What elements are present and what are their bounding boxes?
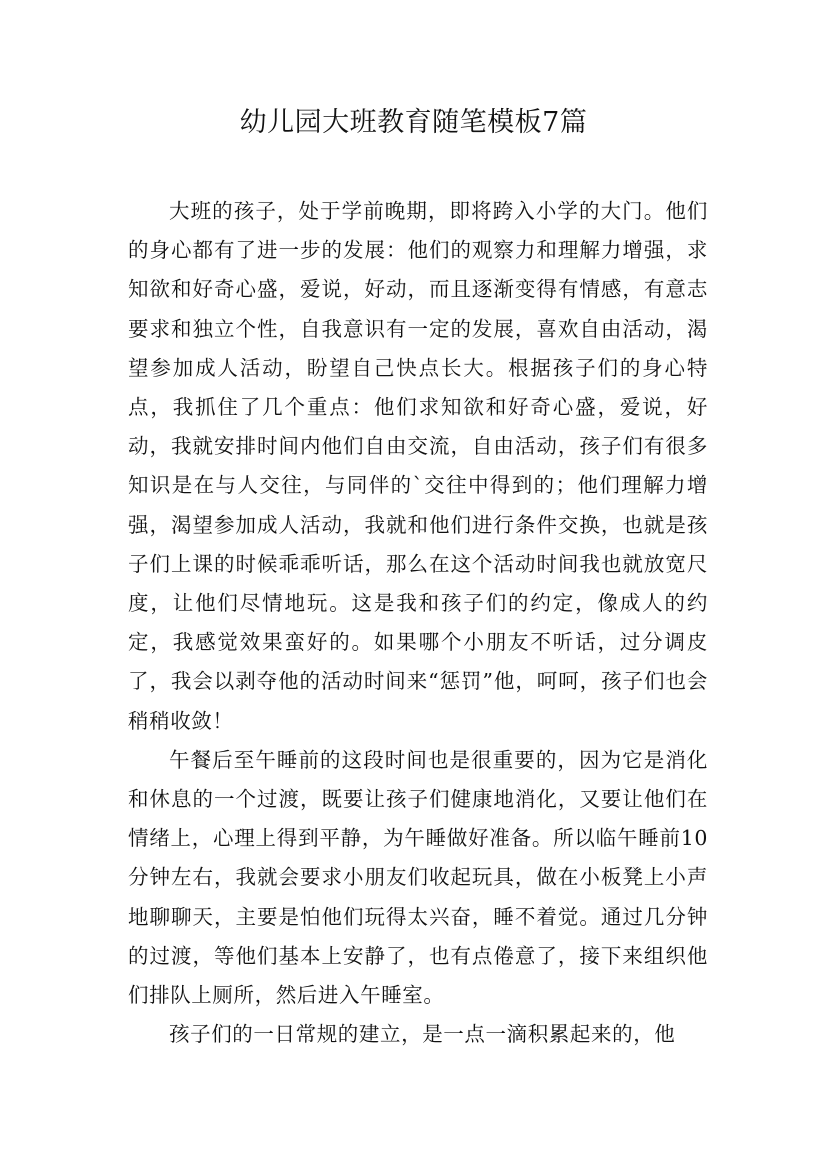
paragraph-1: 大班的孩子，处于学前晚期，即将跨入小学的大门。他们的身心都有了进一步的发展：他们的观察力和理解力增强，求知欲和好奇心盛，爱说，好动，而且逐渐变得有情感，有意志要求和独立个性，自我意识有一定的发展，喜欢自由活动，渴望参加成人活动，盼望自己快点长大。根据孩子们的身心特点，我抓住了几个重点：他们求知欲和好奇心盛，爱说，好动，我就安排时间内他们自由交流，自由活动，孩子们有很多知识是在与人交往，与同伴的`交往中得到的；他们理解力增强，渴望参加成人活动，我就和他们进行条件交换，也就是孩子们上课的时候乖乖听话，那么在这个活动时间我也就放宽尺度，让他们尽情地玩。这是我和孩子们的约定，像成人的约定，我感觉效果蛮好的。如果哪个小朋友不听话，过分调皮了，我会以剥夺他的活动时间来“惩罚”他，呵呵，孩子们也会稍稍收敛！ [128, 199, 708, 733]
document-title: 幼儿园大班教育随笔模板7篇 [239, 107, 588, 138]
paragraph-3: 孩子们的一日常规的建立，是一点一滴积累起来的，他 [169, 1022, 676, 1047]
paragraph-2: 午餐后至午睡前的这段时间也是很重要的，因为它是消化和休息的一个过渡，既要让孩子们健康地消化，又要让他们在情绪上，心理上得到平静，为午睡做好准备。所以临午睡前10分钟左右，我就会要求小朋友们收起玩具，做在小板凳上小声地聊聊天，主要是怕他们玩得太兴奋，睡不着觉。通过几分钟的过渡，等他们基本上安静了，也有点倦意了，接下来组织他们排队上厕所，然后进入午睡室。 [128, 747, 708, 1008]
document-body [128, 192, 708, 1054]
